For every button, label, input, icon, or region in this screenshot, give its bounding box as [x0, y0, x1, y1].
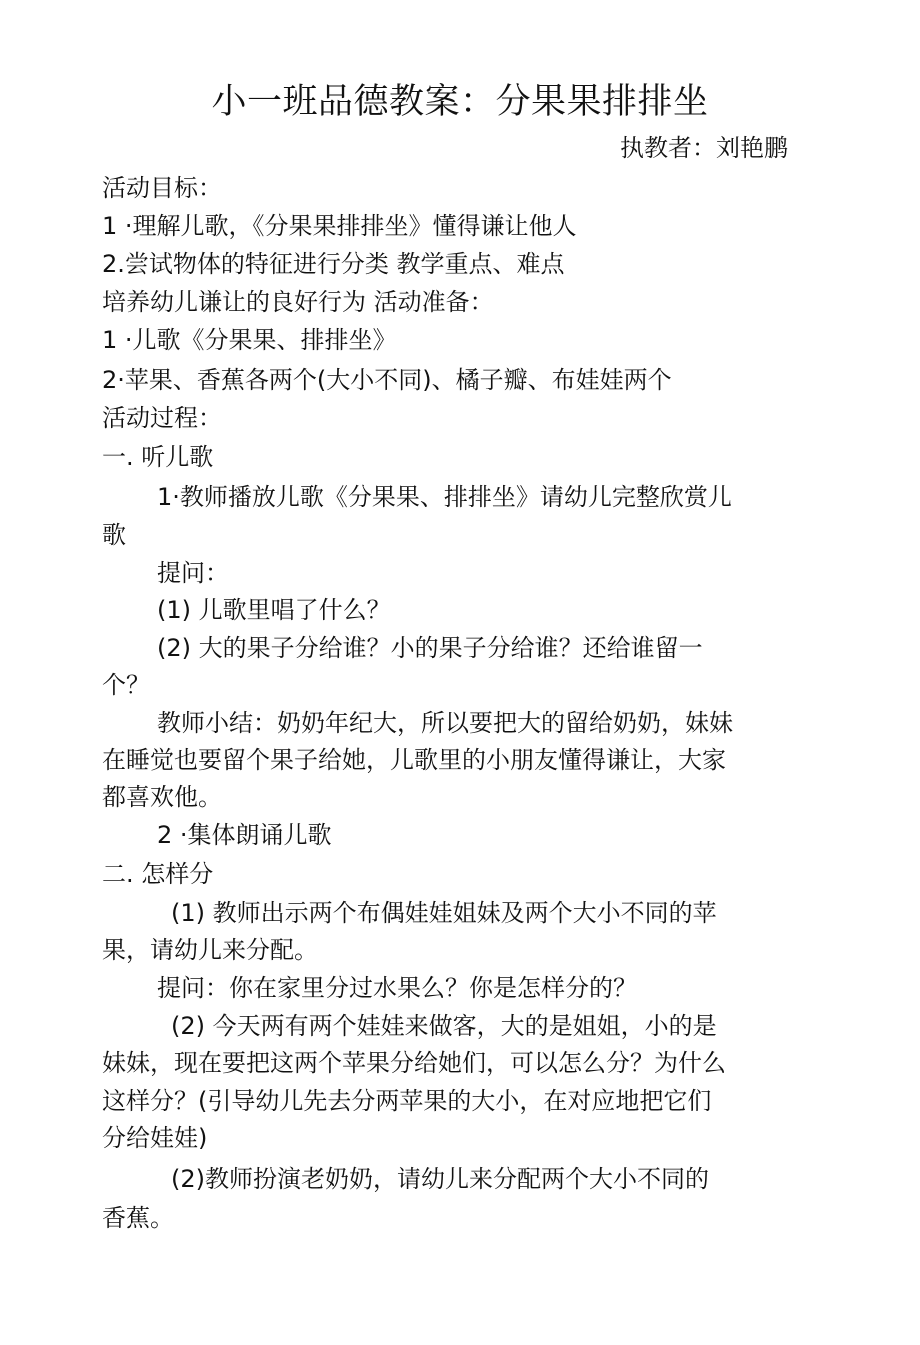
text-line: (2) 大的果子分给谁？小的果子分给谁？还给谁留一 [157, 634, 703, 662]
text-line: 香蕉。 [102, 1204, 174, 1232]
text-line: 个？ [102, 671, 150, 699]
text-line: 果，请幼儿来分配。 [102, 936, 318, 964]
text-line: (1) 儿歌里唱了什么？ [157, 596, 391, 624]
text-line: 活动目标： [102, 174, 222, 202]
text-line: 1·教师播放儿歌《分果果、排排坐》请幼儿完整欣赏儿 [157, 483, 732, 511]
text-line: (1) 教师出示两个布偶娃娃姐妹及两个大小不同的苹 [171, 899, 717, 927]
text-line: 歌 [102, 521, 126, 549]
section-heading: 一. 听儿歌 [102, 443, 214, 471]
author-line: 执教者：刘艳鹏 [620, 134, 788, 162]
text-line: 在睡觉也要留个果子给她，儿歌里的小朋友懂得谦让，大家 [102, 746, 726, 774]
text-line: 提问： [157, 559, 229, 587]
text-line: 都喜欢他。 [102, 783, 222, 811]
text-line: 提问：你在家里分过水果么？你是怎样分的？ [157, 974, 637, 1002]
section-heading: 二. 怎样分 [102, 860, 214, 888]
text-line: 2.尝试物体的特征进行分类 教学重点、难点 [102, 250, 565, 278]
text-line: 这样分？(引导幼儿先去分两苹果的大小，在对应地把它们 [102, 1087, 712, 1115]
text-line: 分给娃娃) [102, 1124, 208, 1152]
text-line: 妹妹，现在要把这两个苹果分给她们，可以怎么分？为什么 [102, 1049, 726, 1077]
document-title: 小一班品德教案：分果果排排坐 [211, 82, 709, 122]
text-line: 1 ·理解儿歌，《分果果排排坐》懂得谦让他人 [102, 212, 577, 240]
text-line: 1 ·儿歌《分果果、排排坐》 [102, 326, 397, 354]
text-line: 教师小结：奶奶年纪大，所以要把大的留给奶奶，妹妹 [157, 709, 733, 737]
text-line: 培养幼儿谦让的良好行为 活动准备： [102, 288, 494, 316]
text-line: (2)教师扮演老奶奶，请幼儿来分配两个大小不同的 [171, 1165, 709, 1193]
text-line: 活动过程： [102, 404, 222, 432]
text-line: 2·苹果、香蕉各两个(大小不同)、橘子瓣、布娃娃两个 [102, 366, 672, 394]
text-line: 2 ·集体朗诵儿歌 [157, 821, 332, 849]
text-line: (2) 今天两有两个娃娃来做客，大的是姐姐，小的是 [171, 1012, 717, 1040]
